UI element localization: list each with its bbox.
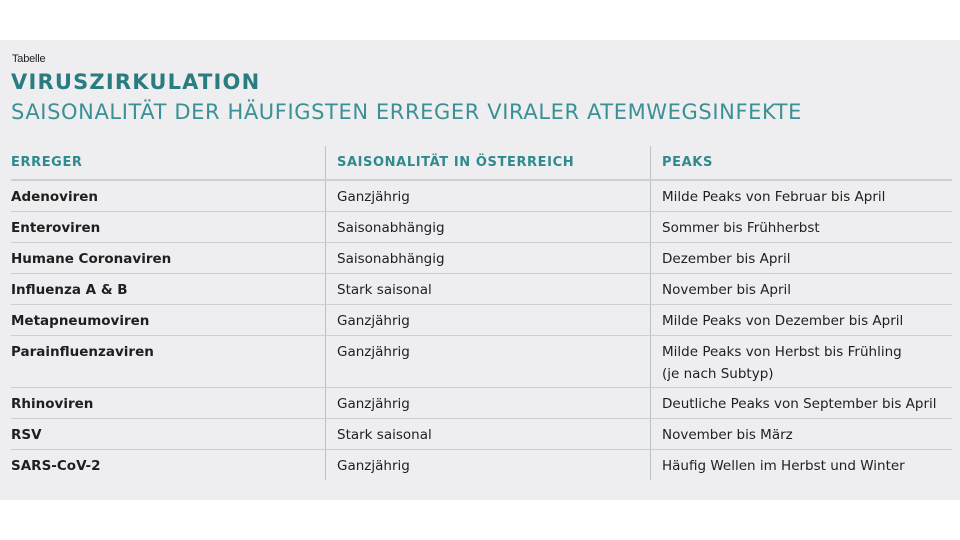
table-row xyxy=(11,242,952,273)
table-row xyxy=(11,180,952,211)
kicker-label: Tabelle xyxy=(12,53,46,65)
table-row xyxy=(11,387,952,418)
cell-saisonalitaet: Stark saisonal xyxy=(326,273,651,304)
cell-saisonalitaet: Ganzjährig xyxy=(326,387,651,418)
page-subtitle: SAISONALITÄT DER HÄUFIGSTEN ERREGER VIRALER ATEMWEGSINFEKTE xyxy=(11,100,803,124)
cell-saisonalitaet: Stark saisonal xyxy=(326,418,651,449)
cell-saisonalitaet: Saisonabhängig xyxy=(326,242,651,273)
cell-saisonalitaet: Ganzjährig xyxy=(326,180,651,211)
table-row xyxy=(11,273,952,304)
cell-erreger: Parainfluenzaviren xyxy=(11,335,326,387)
table-row xyxy=(11,304,952,335)
cell-saisonalitaet: Ganzjährig xyxy=(326,449,651,480)
cell-erreger: Humane Coronaviren xyxy=(11,242,326,273)
cell-erreger: SARS-CoV-2 xyxy=(11,457,101,474)
column-header-erreger: ERREGER xyxy=(11,146,326,180)
table-row xyxy=(11,211,952,242)
table-row xyxy=(11,335,952,387)
table-row xyxy=(11,449,952,480)
table-panel xyxy=(0,40,960,500)
column-header-saisonalitaet: SAISONALITÄT IN ÖSTERREICH xyxy=(326,146,651,180)
table-header-row xyxy=(11,146,952,180)
virus-seasonality-table xyxy=(11,146,952,480)
cell-peaks: Deutliche Peaks von September bis April xyxy=(651,387,953,418)
table-row xyxy=(11,418,952,449)
column-header-peaks: PEAKS xyxy=(651,146,953,180)
cell-peaks-text: Milde Peaks von Herbst bis Frühling xyxy=(662,343,902,360)
cell-peaks: November bis März xyxy=(651,418,953,449)
cell-saisonalitaet: Ganzjährig xyxy=(326,335,651,387)
cell-peaks: Dezember bis April xyxy=(651,242,953,273)
cell-saisonalitaet: Saisonabhängig xyxy=(326,211,651,242)
cell-peaks: Milde Peaks von Februar bis April xyxy=(651,180,953,211)
page-title: VIRUSZIRKULATION xyxy=(11,70,261,94)
cell-erreger: RSV xyxy=(11,418,326,449)
cell-peaks-note: (je nach Subtyp) xyxy=(662,365,774,382)
cell-erreger: Enteroviren xyxy=(11,211,326,242)
cell-peaks: Sommer bis Frühherbst xyxy=(651,211,953,242)
cell-peaks: Milde Peaks von Dezember bis April xyxy=(651,304,953,335)
cell-erreger: Influenza A & B xyxy=(11,273,326,304)
cell-erreger: Metapneumoviren xyxy=(11,304,326,335)
cell-saisonalitaet: Ganzjährig xyxy=(326,304,651,335)
cell-peaks: Häufig Wellen im Herbst und Winter xyxy=(651,449,953,480)
cell-peaks: November bis April xyxy=(651,273,953,304)
cell-peaks xyxy=(651,335,953,387)
cell-erreger: Rhinoviren xyxy=(11,387,326,418)
cell-erreger: Adenoviren xyxy=(11,180,326,211)
